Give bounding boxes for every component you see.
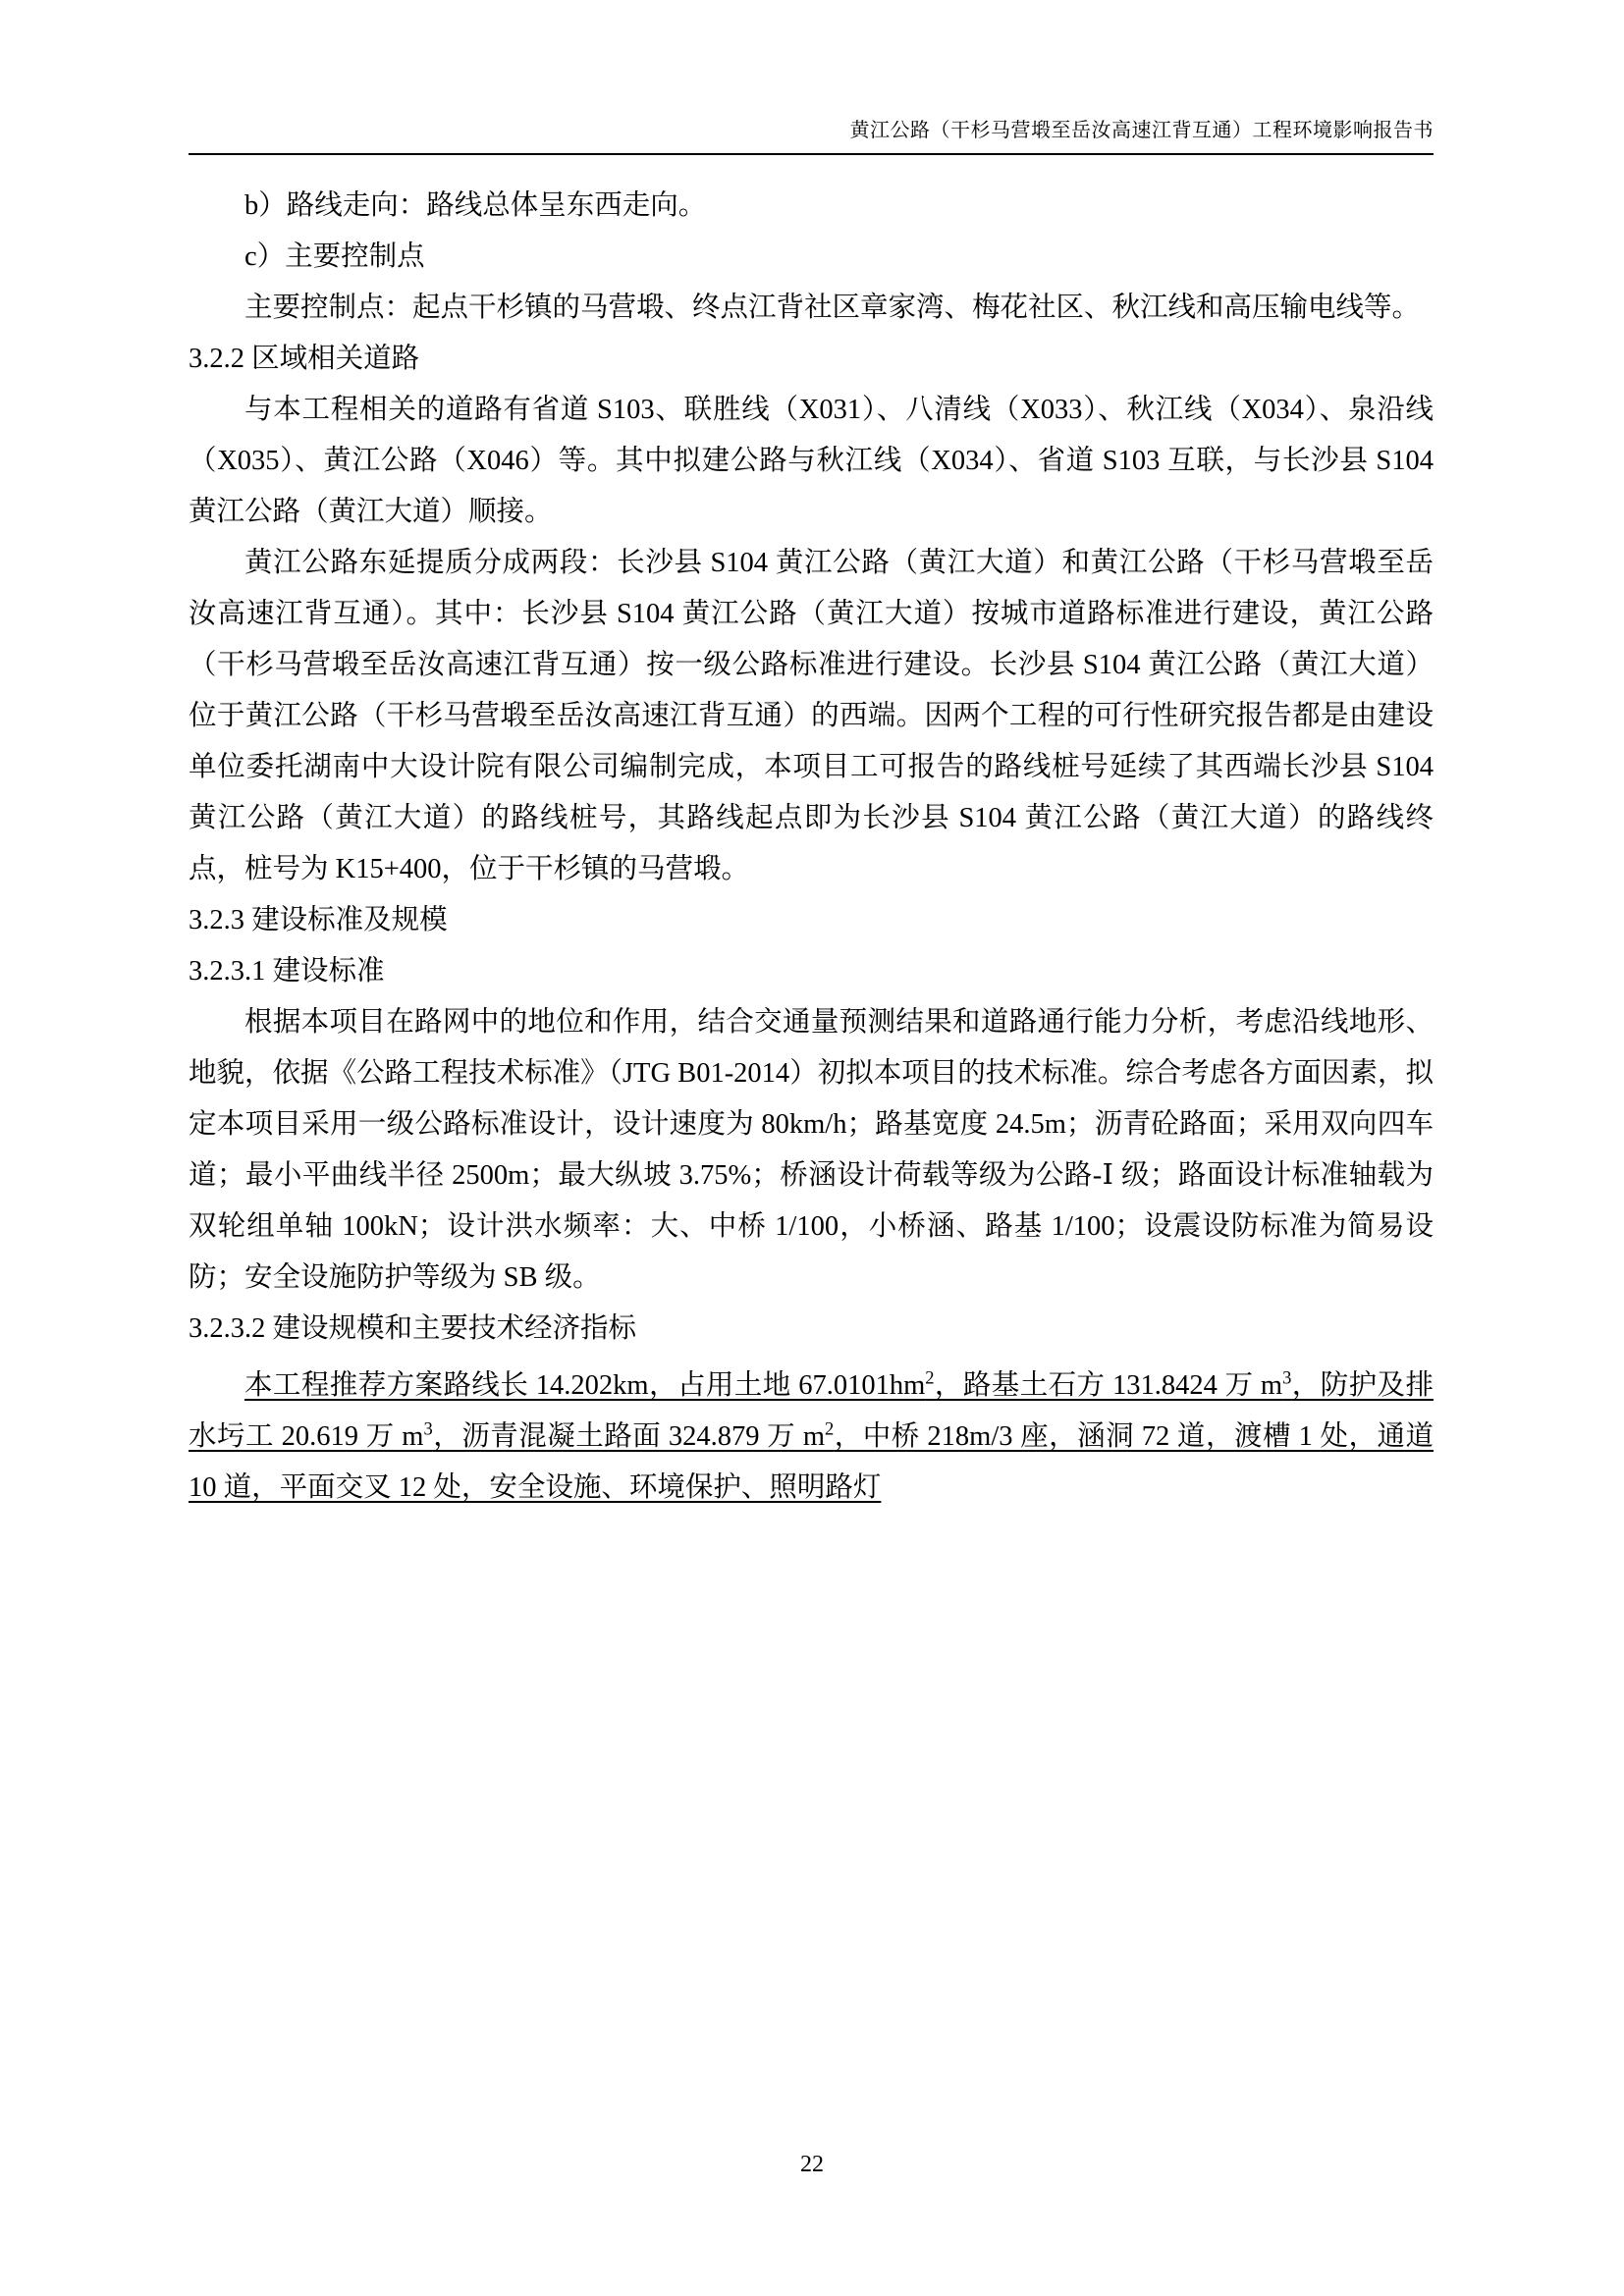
page-footer bbox=[0, 2152, 1624, 2178]
scale-text-2: ，路基土石方 131.8424 万 m bbox=[934, 1370, 1283, 1401]
heading-3-2-2: 3.2.2 区域相关道路 bbox=[189, 344, 420, 374]
body-content bbox=[189, 181, 1434, 1514]
scale-text-1: 本工程推荐方案路线长 14.202km，占用土地 67.0101hm bbox=[244, 1370, 926, 1401]
header-divider bbox=[189, 153, 1434, 155]
paragraph-east-extension: 黄江公路东延提质分成两段：长沙县 S104 黄江公路（黄江大道）和黄江公路（干杉马营塅至岳汝高速江背互通）。其中：长沙县 S104 黄江公路（黄江大道）按城市道路标准进行建设，黄江公路（干杉马营塅至岳汝高速江背互通）按一级公路标准进行建设。长沙县 S104 黄江公路（黄江大道）位于黄江公路（干杉马营塅至岳汝高速江背互通）的西端。因两个工程的可行性研究报告都是由建设单位委托湖南中大设计院有限公司编制完成，本项目工可报告的路线桩号延续了其西端长沙县 S104 黄江公路（黄江大道）的路线桩号，其路线起点即为长沙县 S104 黄江公路（黄江大道）的路线终点，桩号为 K15+400，位于干杉镇的马营塅。 bbox=[189, 548, 1434, 884]
scale-text-4: ，沥青混凝土路面 324.879 万 m bbox=[432, 1421, 825, 1452]
paragraph-construction-standard: 根据本项目在路网中的地位和作用，结合交通量预测结果和道路通行能力分析，考虑沿线地形、地貌，依据《公路工程技术标准》（JTG B01-2014）初拟本项目的技术标准。综合考虑各方面因素，拟定本项目采用一级公路标准设计，设计速度为 80km/h；路基宽度 24.5m；沥青砼路面；采用双向四车道；最小平曲线半径 2500m；最大纵坡 3.75%；桥涵设计荷载等级为公路-Ⅰ 级；路面设计标准轴载为双轮组单轴 100kN；设计洪水频率：大、中桥 1/100，小桥涵、路基 1/100；设震设防标准为简易设防；安全设施防护等级为 SB 级。 bbox=[189, 1007, 1434, 1293]
paragraph-control-points-label: c）主要控制点 bbox=[244, 241, 425, 272]
heading-3-2-3-2: 3.2.3.2 建设规模和主要技术经济指标 bbox=[189, 1313, 637, 1344]
page-content bbox=[189, 116, 1434, 1514]
scale-sup-1: 2 bbox=[925, 1367, 935, 1389]
scale-sup-4: 2 bbox=[825, 1418, 835, 1440]
paragraph-related-roads: 与本工程相关的道路有省道 S103、联胜线（X031）、八清线（X033）、秋江线（X034）、泉沿线（X035）、黄江公路（X046）等。其中拟建公路与秋江线（X034）、省道 S103 互联，与长沙县 S104 黄江公路（黄江大道）顺接。 bbox=[189, 395, 1434, 527]
scale-sup-3: 3 bbox=[423, 1418, 433, 1440]
paragraph-scale-indicators bbox=[189, 1361, 1434, 1514]
scale-text-3: ，防护及排水圬工 20.619 万 m bbox=[189, 1370, 1434, 1452]
heading-3-2-3-1: 3.2.3.1 建设标准 bbox=[189, 956, 385, 987]
heading-3-2-3: 3.2.3 建设标准及规模 bbox=[189, 905, 448, 935]
running-header: 黄江公路（干杉马营塅至岳汝高速江背互通）工程环境影响报告书 bbox=[849, 118, 1434, 141]
scale-text-5: ，中桥 218m/3 座，涵洞 72 道，渡槽 1 处，通道 10 道，平面交叉 12 处，安全设施、环境保护、照明路灯 bbox=[189, 1421, 1434, 1503]
page-number: 22 bbox=[800, 2152, 824, 2177]
paragraph-route-direction: b）路线走向：路线总体呈东西走向。 bbox=[244, 190, 707, 221]
paragraph-control-points-detail: 主要控制点：起点干杉镇的马营塅、终点江背社区章家湾、梅花社区、秋江线和高压输电线等。 bbox=[244, 293, 1421, 323]
scale-sup-2: 3 bbox=[1282, 1367, 1292, 1389]
